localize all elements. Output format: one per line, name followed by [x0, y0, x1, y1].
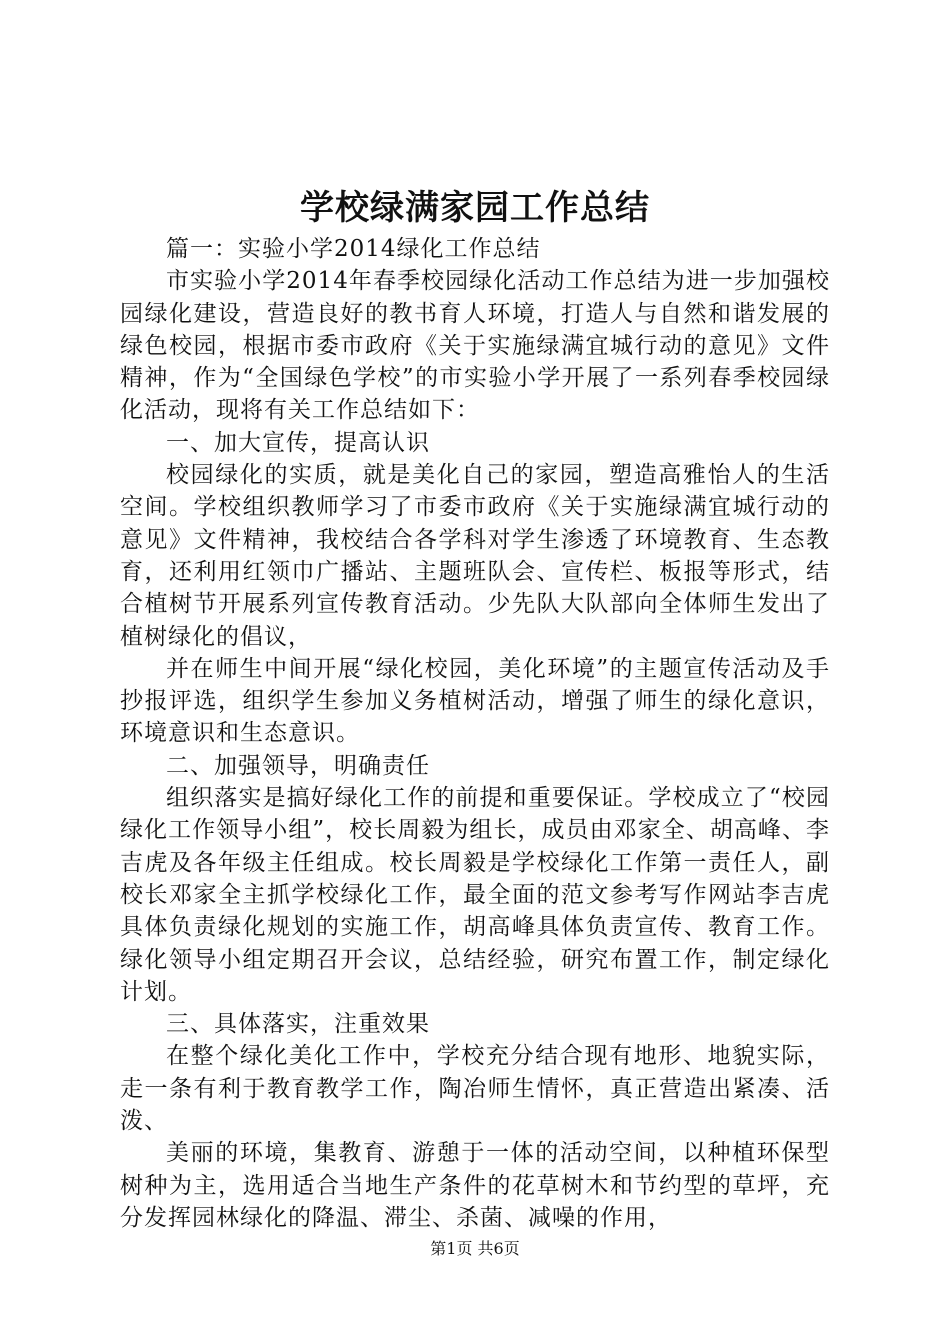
subheading: 三、具体落实，注重效果 [166, 1011, 430, 1038]
subheading: 二、加强领导，明确责任 [166, 752, 430, 779]
paragraph: 市实验小学2014年春季校园绿化活动工作总结为进一步加强校园绿化建设，营造良好的教书育人环境，打造人与自然和谐发展的绿色校园，根据市委市政府《关于实施绿满宜城行动的意见》文件精神，作为“全国绿色学校”的市实验小学开展了一系列春季校园绿化活动，现将有关工作总结如下： [120, 268, 830, 424]
document-title: 学校绿满家园工作总结 [300, 188, 650, 228]
section-heading-1: 篇一：实验小学2014绿化工作总结 [166, 236, 541, 262]
paragraph: 美丽的环境，集教育、游憩于一体的活动空间，以种植环保型树种为主，选用适合当地生产条件的花草树木和节约型的草坪，充分发挥园林绿化的降温、滞尘、杀菌、减噪的作用， [120, 1140, 830, 1231]
paragraph: 在整个绿化美化工作中，学校充分结合现有地形、地貌实际，走一条有利于教育教学工作，陶冶师生情怀，真正营造出紧凑、活泼、 [120, 1043, 830, 1135]
paragraph: 组织落实是搞好绿化工作的前提和重要保证。学校成立了“校园绿化工作领导小组”，校长周毅为组长，成员由邓家全、胡高峰、李吉虎及各年级主任组成。校长周毅是学校绿化工作第一责任人，副校长邓家全主抓学校绿化工作，最全面的范文参考写作网站李吉虎具体负责绿化规划的实施工作，胡高峰具体负责宣传、教育工作。绿化领导小组定期召开会议，总结经验，研究布置工作，制定绿化计划。 [120, 785, 830, 1005]
paragraph: 校园绿化的实质，就是美化自己的家园，塑造高雅怡人的生活空间。学校组织教师学习了市委市政府《关于实施绿满宜城行动的意见》文件精神，我校结合各学科对学生渗透了环境教育、生态教育，还利用红领巾广播站、主题班队会、宣传栏、板报等形式，结合植树节开展系列宣传教育活动。少先队大队部向全体师生发出了植树绿化的倡议， [120, 462, 830, 650]
paragraph: 并在师生中间开展“绿化校园，美化环境”的主题宣传活动及手抄报评选，组织学生参加义务植树活动，增强了师生的绿化意识，环境意识和生态意识。 [120, 655, 830, 747]
document-body [120, 233, 830, 1234]
subheading: 一、加大宣传，提高认识 [166, 429, 430, 456]
page-footer: 第1页 共6页 [430, 1239, 520, 1258]
